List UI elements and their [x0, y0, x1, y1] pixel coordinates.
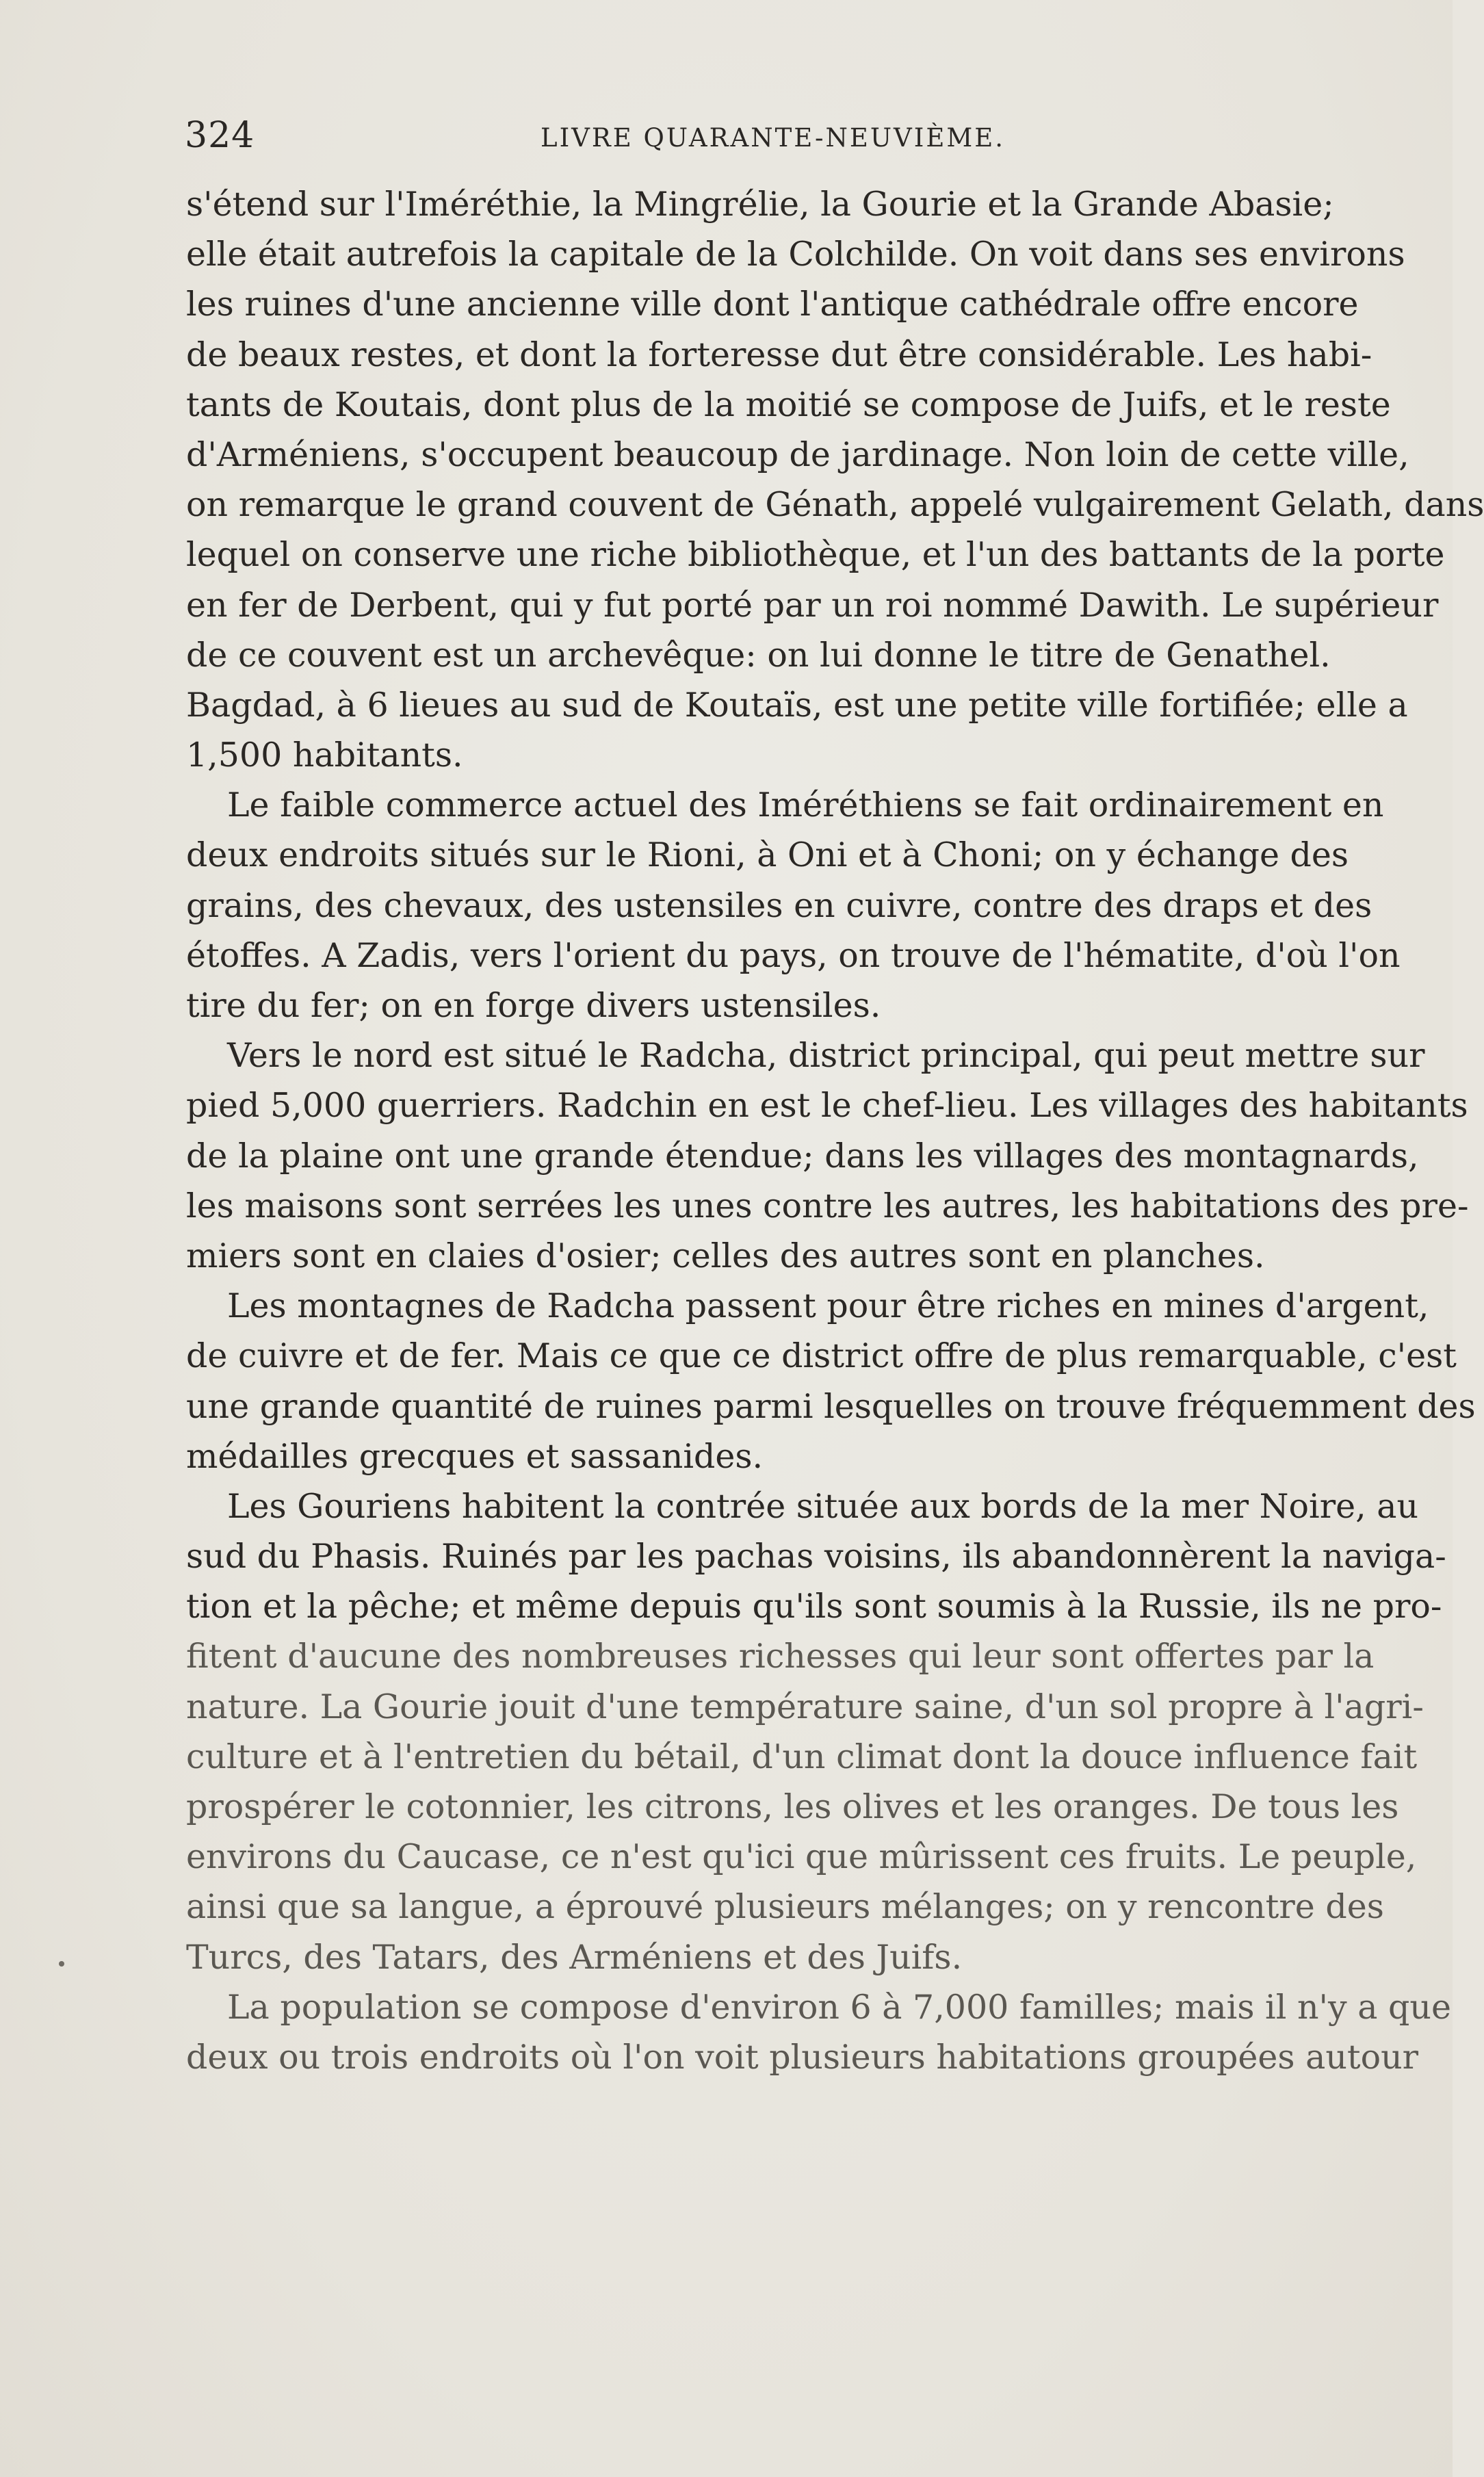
text-line: de cuivre et de fer. Mais ce que ce district offre de plus remarquable, c'est: [186, 1336, 1457, 1376]
body-text: [186, 179, 1484, 2082]
text-line: environs du Caucase, ce n'est qu'ici que mûrissent ces fruits. Le peuple,: [186, 1837, 1417, 1877]
page-number: 324: [185, 115, 255, 156]
text-line: 1,500 habitants.: [186, 736, 463, 775]
text-line: culture et à l'entretien du bétail, d'un climat dont la douce influence fait: [186, 1737, 1418, 1776]
text-line: les maisons sont serrées les unes contre les autres, les habitations des pre-: [186, 1186, 1469, 1225]
text-line: La population se compose d'environ 6 à 7,000 familles; mais il n'y a que: [227, 1987, 1451, 2027]
text-line: de ce couvent est un archevêque: on lui donne le titre de Genathel.: [186, 635, 1331, 675]
text-line: en fer de Derbent, qui y fut porté par un roi nommé Dawith. Le supérieur: [186, 585, 1439, 625]
text-line: une grande quantité de ruines parmi lesquelles on trouve fréquemment des: [186, 1386, 1476, 1426]
text-line: tion et la pêche; et même depuis qu'ils sont soumis à la Russie, ils ne pro-: [186, 1587, 1442, 1626]
running-head: LIVRE QUARANTE-NEUVIÈME.: [541, 123, 1006, 153]
text-line: Les Gouriens habitent la contrée située aux bords de la mer Noire, au: [227, 1486, 1419, 1526]
text-line: Vers le nord est situé le Radcha, district principal, qui peut mettre sur: [227, 1036, 1425, 1076]
text-line: médailles grecques et sassanides.: [186, 1436, 764, 1476]
text-line: nature. La Gourie jouit d'une température saine, d'un sol propre à l'agri-: [186, 1687, 1424, 1726]
text-line: de la plaine ont une grande étendue; dans les villages des montagnards,: [186, 1136, 1419, 1176]
text-line: Le faible commerce actuel des Iméréthiens se fait ordinairement en: [227, 786, 1384, 825]
text-line: Les montagnes de Radcha passent pour être riches en mines d'argent,: [227, 1286, 1429, 1326]
page-header: [185, 115, 1293, 163]
text-line: s'étend sur l'Iméréthie, la Mingrélie, la Gourie et la Grande Abasie;: [186, 185, 1334, 224]
text-line: étoffes. A Zadis, vers l'orient du pays, on trouve de l'hématite, d'où l'on: [186, 935, 1401, 975]
text-line: prospérer le cotonnier, les citrons, les olives et les oranges. De tous les: [186, 1787, 1399, 1826]
text-line: de beaux restes, et dont la forteresse dut être considérable. Les habi-: [186, 335, 1372, 374]
text-line: ainsi que sa langue, a éprouvé plusieurs mélanges; on y rencontre des: [186, 1887, 1384, 1927]
text-line: tants de Koutais, dont plus de la moitié se compose de Juifs, et le reste: [186, 385, 1391, 424]
text-line: d'Arméniens, s'occupent beaucoup de jardinage. Non loin de cette ville,: [186, 435, 1409, 474]
text-line: miers sont en claies d'osier; celles des autres sont en planches.: [186, 1236, 1265, 1275]
text-line: elle était autrefois la capitale de la Colchilde. On voit dans ses environs: [186, 235, 1405, 274]
text-line: pied 5,000 guerriers. Radchin en est le chef-lieu. Les villages des habitants: [186, 1086, 1468, 1126]
text-line: deux endroits situés sur le Rioni, à Oni et à Choni; on y échange des: [186, 835, 1349, 875]
text-line: sud du Phasis. Ruinés par les pachas voisins, ils abandonnèrent la naviga-: [186, 1537, 1446, 1577]
text-line: grains, des chevaux, des ustensiles en cuivre, contre des draps et des: [186, 885, 1372, 925]
paper-speck: [59, 1961, 64, 1967]
text-line: les ruines d'une ancienne ville dont l'antique cathédrale offre encore: [186, 285, 1359, 324]
text-line: Bagdad, à 6 lieues au sud de Koutaïs, est une petite ville fortifiée; elle a: [186, 685, 1408, 725]
text-line: fitent d'aucune des nombreuses richesses qui leur sont offertes par la: [186, 1637, 1375, 1676]
text-line: on remarque le grand couvent de Génath, appelé vulgairement Gelath, dans: [186, 485, 1484, 525]
text-line: tire du fer; on en forge divers ustensiles.: [186, 986, 881, 1025]
text-line: deux ou trois endroits où l'on voit plusieurs habitations groupées autour: [186, 2037, 1419, 2077]
text-line: Turcs, des Tatars, des Arméniens et des Juifs.: [186, 1937, 963, 1977]
text-line: lequel on conserve une riche bibliothèque, et l'un des battants de la porte: [186, 535, 1445, 575]
